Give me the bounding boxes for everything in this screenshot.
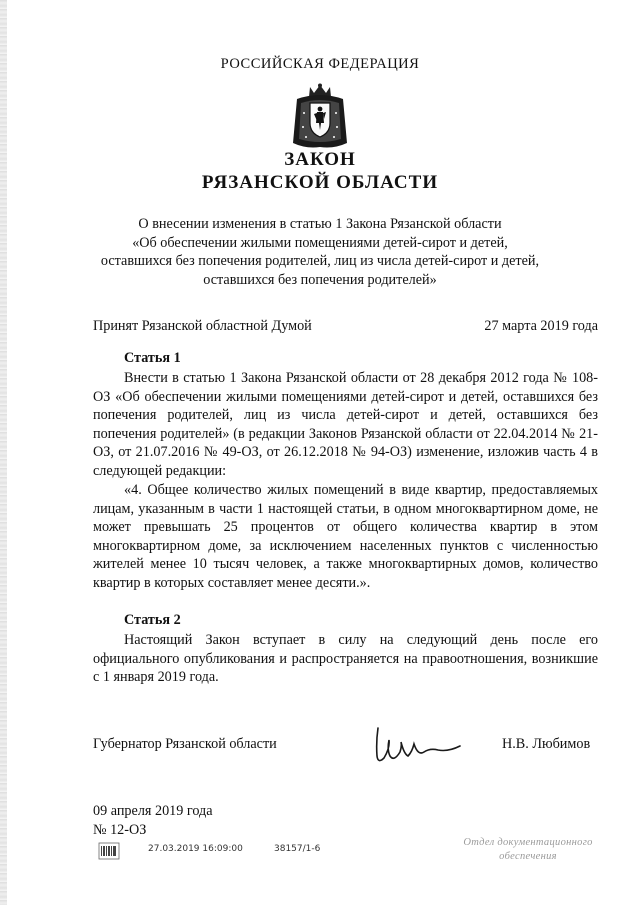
law-number: № 12-ОЗ — [93, 822, 147, 838]
law-title — [0, 148, 640, 194]
law-title-line1: ЗАКОН — [284, 149, 356, 170]
article-2-paragraph: Настоящий Закон вступает в силу на следующий день после его официального опубликования и распространяется на правоотношения, возникшие с 1 января 2019 года. — [93, 632, 598, 686]
signatory-position: Губернатор Рязанской области — [93, 736, 277, 752]
adopted-by: Принят Рязанской областной Думой — [93, 318, 312, 334]
handwritten-signature — [368, 722, 468, 768]
law-subject — [0, 215, 640, 289]
article-1-paragraph: Внести в статью 1 Закона Рязанской области от 28 декабря 2012 года № 108-ОЗ «Об обеспечении жилыми помещениями детей-сирот и детей, оставшихся без попечения родителей, лиц из числа детей-сирот и детей, оставшихся без попечения родителей» (в редакции Законов Рязанской области от 22.04.2014 № 21-ОЗ, от 21.07.2016 № 49-ОЗ, от 26.12.2018 № 94-ОЗ) изменение, изложив часть 4 в следующей редакции: — [93, 370, 598, 479]
article-2-title: Статья 2 — [124, 612, 181, 628]
scan-edge — [0, 0, 7, 905]
article-1-new-text: «4. Общее количество жилых помещений в виде квартир, предоставляемых лицам, указанным в части 1 настоящей статьи, в одном многоквартирном доме, не может превышать 25 процентов от общего количества квартир в этом многоквартирном доме, за исключением населенных пунктов с численностью жителей менее 10 тысяч человек, а также многоквартирных домов, количество квартир в которых составляет менее десяти.». — [93, 482, 598, 591]
subject-line: О внесении изменения в статью 1 Закона Рязанской области — [138, 216, 502, 232]
law-title-line2: РЯЗАНСКОЙ ОБЛАСТИ — [201, 172, 439, 193]
subject-line: оставшихся без попечения родителей» — [203, 271, 437, 288]
subject-line: «Об обеспечении жилыми помещениями детей-сирот и детей, — [132, 234, 508, 251]
adoption-date: 27 марта 2019 года — [484, 318, 598, 334]
article-1-title: Статья 1 — [124, 350, 181, 366]
signing-date: 09 апреля 2019 года — [93, 803, 213, 819]
registry-timestamp: 27.03.2019 16:09:00 — [148, 844, 243, 854]
federation-heading: РОССИЙСКАЯ ФЕДЕРАЦИЯ — [220, 56, 420, 72]
subject-line: оставшихся без попечения родителей, лиц из числа детей-сирот и детей, — [100, 253, 540, 269]
signatory-name: Н.В. Любимов — [502, 736, 591, 752]
coat-of-arms-icon — [291, 83, 349, 149]
dept-stamp-line: обеспечения — [499, 851, 557, 862]
department-stamp — [448, 836, 608, 864]
registry-code: 38157/1-6 — [274, 844, 321, 854]
registry-barcode-icon — [98, 842, 120, 860]
dept-stamp-line: Отдел документационного — [463, 837, 593, 848]
